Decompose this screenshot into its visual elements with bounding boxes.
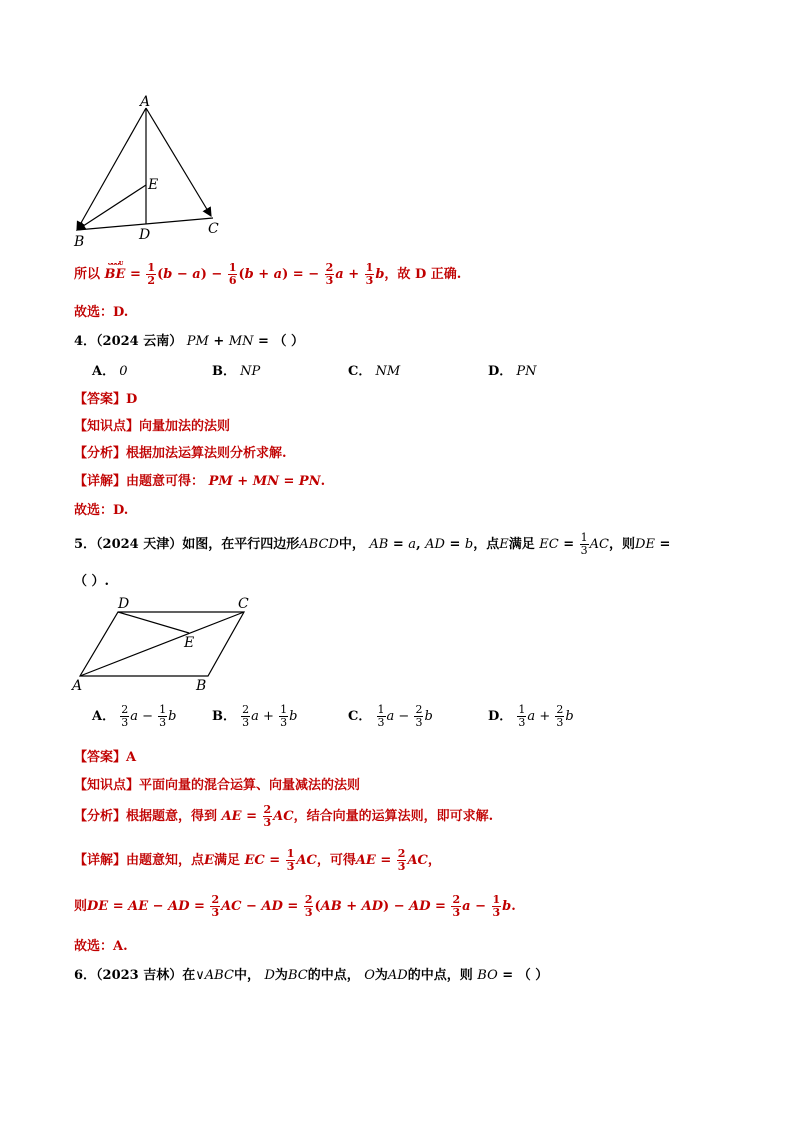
segment-de — [118, 612, 189, 633]
label-b: B — [196, 678, 207, 692]
q5-stem: 5．（2024 天津）如图，在平行四边形ABCD中， AB = a, AD = b，点E满足 EC = $\frac{1}{3}$ AC，则DE = — [74, 531, 671, 557]
q4-choose: 故选：D. — [74, 503, 129, 518]
q4-option-a[interactable]: A． 0 — [92, 364, 128, 379]
q4-knowledge: 【知识点】向量加法的法则 — [74, 419, 231, 434]
q4-option-c[interactable]: C． NM — [348, 364, 401, 379]
label-e: E — [184, 635, 195, 651]
q3-conclusion: 所以 BE ᴗᴗᴗᴜ = $\frac{1}{2}$ (b − a) − $\frac{1}{6}$ (b + a) = − $\frac{2}{3}$ a + $\frac{1}{3}$ b，故 D 正确. — [74, 258, 462, 287]
q5-derivation: 则DE = AE − AD = $\frac{2}{3}$ AC − AD = $\frac{2}{3}$ (AB + AD) − AD = $\frac{2}{3}$ a − $\frac{1}{3}$ b. — [74, 893, 516, 919]
q4-detail: 【详解】由题意可得： PM + MN = PN. — [74, 474, 326, 489]
q5-choose: 故选：A. — [74, 939, 128, 954]
label-d: D — [118, 596, 130, 612]
segment-be — [77, 185, 146, 230]
q5-stem-tail: （ ）. — [74, 574, 110, 589]
parallelogram-figure — [68, 592, 268, 692]
q4-option-d[interactable]: D． PN — [488, 364, 537, 379]
q3-choose: 故选：D. — [74, 305, 129, 320]
q5-option-a[interactable]: A． $\frac{2}{3}$ a − $\frac{1}{3}$ b — [92, 703, 177, 729]
q5-analysis: 【分析】根据题意，得到 AE = $\frac{2}{3}$ AC，结合向量的运算法则，即可求解. — [74, 803, 494, 829]
q4-option-b[interactable]: B． NP — [212, 364, 261, 379]
q4-answer: 【答案】D — [74, 392, 138, 407]
q5-detail: 【详解】由题意知，点E满足 EC = $\frac{1}{3}$ AC，可得AE = $\frac{2}{3}$ AC， — [74, 847, 441, 873]
label-a: A — [72, 678, 83, 692]
label-e: E — [148, 177, 159, 193]
label-c: C — [208, 221, 219, 237]
edge-ac — [146, 108, 211, 216]
q5-option-c[interactable]: C． $\frac{1}{3}$ a − $\frac{2}{3}$ b — [348, 703, 433, 729]
q5-option-b[interactable]: B． $\frac{2}{3}$ a + $\frac{1}{3}$ b — [212, 703, 298, 729]
label-c: C — [238, 596, 249, 612]
q5-answer: 【答案】A — [74, 750, 137, 765]
q6-stem: 6．（2023 吉林）在∨ABC中， D为BC的中点， O为AD的中点，则 BO = （ ） — [74, 968, 549, 983]
label-b: B — [74, 234, 85, 250]
q5-knowledge: 【知识点】平面向量的混合运算、向量减法的法则 — [74, 778, 361, 793]
q5-option-d[interactable]: D． $\frac{1}{3}$ a + $\frac{2}{3}$ b — [488, 703, 574, 729]
triangle-figure — [60, 90, 240, 250]
q4-stem: 4．（2024 云南） PM + MN = （ ） — [74, 334, 304, 349]
diagonal-ac — [80, 612, 244, 676]
label-a: A — [140, 94, 151, 110]
edge-ab — [77, 108, 146, 230]
label-d: D — [139, 227, 151, 243]
q4-analysis: 【分析】根据加法运算法则分析求解. — [74, 446, 287, 461]
